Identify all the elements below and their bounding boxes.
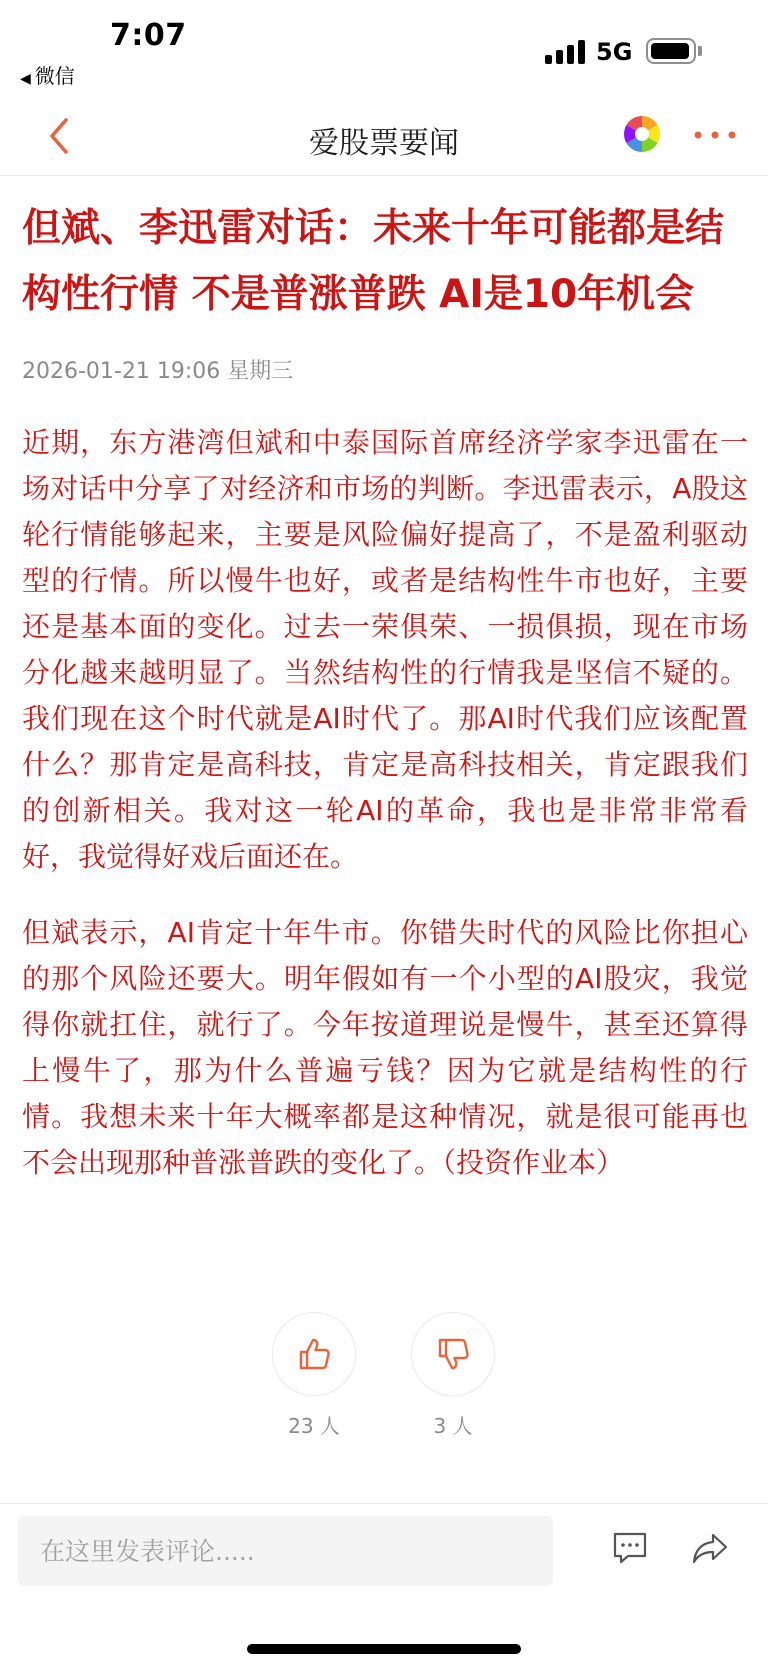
signal-icon — [545, 40, 585, 64]
battery-cap — [698, 46, 702, 56]
article-meta: 2026-01-21 19:06 星期三 — [22, 359, 294, 384]
like-button[interactable] — [272, 1312, 356, 1396]
comment-input[interactable] — [18, 1516, 553, 1586]
back-app-label: 微信 — [34, 64, 75, 88]
article-title: 但斌、李迅雷对话：未来十年可能都是结构性行情 不是普涨普跌 AI是10年机会 — [22, 206, 725, 317]
thumbs-up-icon — [296, 1336, 332, 1372]
nav-bar — [0, 96, 768, 176]
home-indicator — [247, 1644, 521, 1654]
thumbs-down-icon — [435, 1336, 471, 1372]
status-time: 7:07 — [110, 18, 187, 53]
aperture-logo-icon[interactable] — [622, 114, 662, 154]
dislike-button[interactable] — [411, 1312, 495, 1396]
nav-title: 爱股票要闻 — [309, 126, 459, 161]
dislike-count: 3 人 — [433, 1414, 473, 1438]
dislike-reaction — [411, 1312, 495, 1439]
like-count: 23 人 — [288, 1414, 340, 1438]
comment-icon[interactable] — [611, 1530, 649, 1566]
share-icon[interactable] — [690, 1530, 730, 1566]
article-paragraph: 但斌表示，AI肯定十年牛市。你错失时代的风险比你担心的那个风险还要大。明年假如有一个小型的AI股灾，我觉得你就扛住，就行了。今年按道理说是慢牛，甚至还算得上慢牛了，那为什么普遍亏钱？因为它就是结构性的行情。我想未来十年大概率都是这种情况，就是很可能再也不会出现那种普涨普跌的变化了。（投资作业本） — [22, 916, 748, 1179]
back-to-app-link[interactable] — [20, 60, 75, 89]
back-triangle-icon: ◀ — [20, 71, 31, 87]
bottom-bar — [0, 1503, 768, 1665]
chevron-left-icon[interactable] — [42, 114, 82, 158]
article-body — [22, 420, 748, 1186]
like-reaction — [272, 1312, 356, 1439]
article-paragraph: 近期，东方港湾但斌和中泰国际首席经济学家李迅雷在一场对话中分享了对经济和市场的判断。李迅雷表示，A股这轮行情能够起来，主要是风险偏好提高了，不是盈利驱动型的行情。所以慢牛也好，或者是结构性牛市也好，主要还是基本面的变化。过去一荣俱荣、一损俱损，现在市场分化越来越明显了。当然结构性的行情我是坚信不疑的。我们现在这个时代就是AI时代了。那AI时代我们应该配置什么？那肯定是高科技，肯定是高科技相关，肯定跟我们的创新相关。我对这一轮AI的革命，我也是非常非常看好，我觉得好戏后面还在。 — [22, 426, 748, 873]
network-label: 5G — [596, 38, 633, 66]
more-dots-icon[interactable] — [690, 118, 740, 152]
battery-icon — [646, 38, 696, 64]
status-bar — [0, 0, 768, 96]
